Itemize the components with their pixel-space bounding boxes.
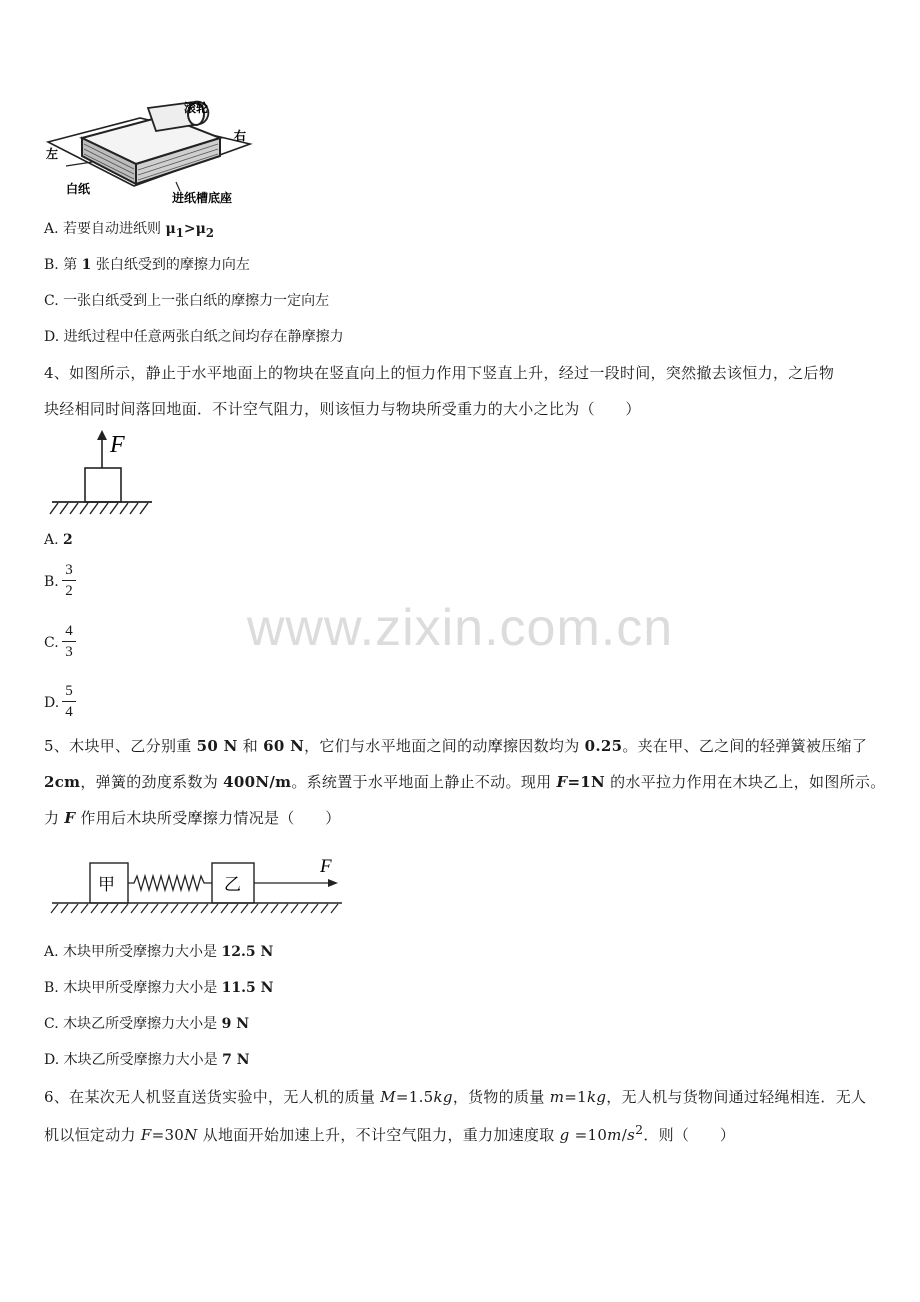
label-right: 右 — [234, 129, 247, 143]
q5-weight-yi: 60 N — [263, 737, 305, 755]
block-yi-label: 乙 — [224, 875, 241, 895]
q6-M: M — [380, 1088, 396, 1106]
q5-compression: 2cm — [44, 773, 81, 791]
mu2-sub: 2 — [205, 225, 214, 240]
q6-g: g — [559, 1126, 570, 1144]
q5-option-c-text: C. 木块乙所受摩擦力大小是 — [44, 1016, 222, 1032]
q5-force-value: =1N — [567, 773, 606, 791]
q6-M-value: =1.5 — [395, 1088, 434, 1106]
q6-t5: 从地面开始加速上升，不计空气阻力，重力加速度取 — [197, 1126, 560, 1144]
q5-t9: 作用后木块所受摩擦力情况是（ ） — [75, 809, 341, 827]
q5-mu: 0.25 — [584, 737, 623, 755]
q4-option-b-fraction — [62, 561, 76, 600]
q3-option-a — [44, 218, 214, 240]
q5-option-d-value: 7 N — [222, 1052, 250, 1068]
q5-option-b — [44, 977, 273, 997]
q6-t6: ．则（ ） — [643, 1126, 736, 1144]
force-label: F — [110, 432, 125, 458]
q6-t3: ，无人机与货物间通过轻绳相连．无人 — [606, 1088, 867, 1106]
label-base: 进纸槽底座 — [172, 191, 233, 205]
q3-option-b-suffix: 张白纸受到的摩擦力向左 — [91, 257, 250, 273]
fraction-denominator: 2 — [65, 583, 73, 599]
q4-option-d-label: D. — [44, 695, 60, 711]
q6-F: F — [140, 1126, 152, 1144]
fraction-numerator: 4 — [65, 623, 73, 639]
q6-g-unit-s: s — [627, 1126, 636, 1144]
q6-t2: ，货物的质量 — [452, 1088, 550, 1106]
q5-force-symbol: F — [556, 773, 568, 791]
q3-option-d: D. 进纸过程中任意两张白纸之间均存在静摩擦力 — [44, 329, 344, 345]
q6-F-unit: N — [184, 1126, 198, 1144]
q6-g-unit-m: m — [607, 1126, 622, 1144]
q6-text-line2 — [44, 1122, 735, 1145]
mu2: μ — [195, 221, 206, 237]
q5-option-a-value: 12.5 N — [221, 944, 274, 960]
q4-option-a-value: 2 — [63, 532, 73, 548]
label-left: 左 — [46, 147, 59, 161]
q6-g-value: =10 — [569, 1126, 608, 1144]
fraction-numerator: 3 — [65, 562, 73, 578]
q6-t4: 机以恒定动力 — [44, 1126, 141, 1144]
q6-g-unit-slash: / — [621, 1126, 628, 1144]
fraction-numerator: 5 — [65, 683, 73, 699]
q5-option-d — [44, 1049, 250, 1069]
q5-option-c-value: 9 N — [221, 1016, 249, 1032]
q6-t1: 6、在某次无人机竖直送货实验中，无人机的质量 — [44, 1088, 381, 1106]
q4-option-a — [44, 532, 73, 548]
q5-t1: 5、木块甲、乙分别重 — [44, 737, 197, 755]
gt-sign: > — [183, 221, 196, 237]
block-force-figure — [44, 428, 164, 518]
q5-option-a-text: A. 木块甲所受摩擦力大小是 — [44, 944, 222, 960]
label-paper: 白纸 — [66, 182, 91, 196]
q3-option-a-text: A. 若要自动进纸则 — [44, 221, 166, 237]
q5-option-b-value: 11.5 N — [221, 980, 274, 996]
q3-option-b — [44, 254, 250, 274]
q5-t3: ，它们与水平地面之间的动摩擦因数均为 — [304, 737, 585, 755]
q5-t8: 力 — [44, 809, 65, 827]
q6-m: m — [549, 1088, 565, 1106]
q5-text-line1 — [44, 735, 867, 756]
q4-text-line1: 4、如图所示，静止于水平地面上的物块在竖直向上的恒力作用下竖直上升，经过一段时间，突然撤去该恒力，之后物 — [44, 364, 835, 382]
mu1: μ — [165, 221, 176, 237]
spring-blocks-figure — [48, 852, 353, 920]
q4-option-c-label: C. — [44, 635, 59, 651]
pull-force-label: F — [320, 856, 332, 877]
q4-option-b-label: B. — [44, 574, 59, 590]
q3-option-b-num: 1 — [81, 257, 92, 273]
q3-option-b-prefix: B. 第 — [44, 257, 82, 273]
q6-g-unit-exp: 2 — [635, 1122, 644, 1137]
q5-force-symbol-2: F — [64, 809, 76, 827]
watermark: www.zixin.com.cn — [246, 599, 674, 657]
q6-M-unit: kg — [433, 1088, 453, 1106]
q5-t5: ，弹簧的劲度系数为 — [80, 773, 224, 791]
mu1-sub: 1 — [175, 225, 184, 240]
q5-t2: 和 — [237, 737, 264, 755]
q4-option-d-fraction — [62, 682, 76, 721]
q5-option-c — [44, 1013, 249, 1033]
fraction-denominator: 3 — [65, 644, 73, 660]
q6-m-value: =1 — [564, 1088, 587, 1106]
q5-text-line2 — [44, 771, 886, 792]
q5-t4: 。夹在甲、乙之间的轻弹簧被压缩了 — [622, 737, 868, 755]
q5-text-line3 — [44, 807, 341, 828]
fraction-denominator: 4 — [65, 704, 73, 720]
q6-text-line1 — [44, 1086, 866, 1107]
q5-weight-jia: 50 N — [196, 737, 238, 755]
q5-option-d-text: D. 木块乙所受摩擦力大小是 — [44, 1052, 223, 1068]
q5-option-a — [44, 941, 273, 961]
label-roller: 滚轮 — [184, 101, 209, 115]
q5-t7: 的水平拉力作用在木块乙上，如图所示。 — [605, 773, 886, 791]
q5-stiffness: 400N/m — [223, 773, 292, 791]
q6-m-unit: kg — [586, 1088, 607, 1106]
q4-option-a-label: A. — [44, 532, 64, 548]
q5-option-b-text: B. 木块甲所受摩擦力大小是 — [44, 980, 222, 996]
q6-F-value: =30 — [151, 1126, 185, 1144]
paper-feeder-figure — [44, 94, 284, 209]
q3-option-c: C. 一张白纸受到上一张白纸的摩擦力一定向左 — [44, 293, 330, 309]
q5-t6: 。系统置于水平地面上静止不动。现用 — [291, 773, 557, 791]
block-jia-label: 甲 — [98, 875, 115, 895]
q4-text-line2: 块经相同时间落回地面．不计空气阻力，则该恒力与物块所受重力的大小之比为（ ） — [44, 400, 641, 418]
